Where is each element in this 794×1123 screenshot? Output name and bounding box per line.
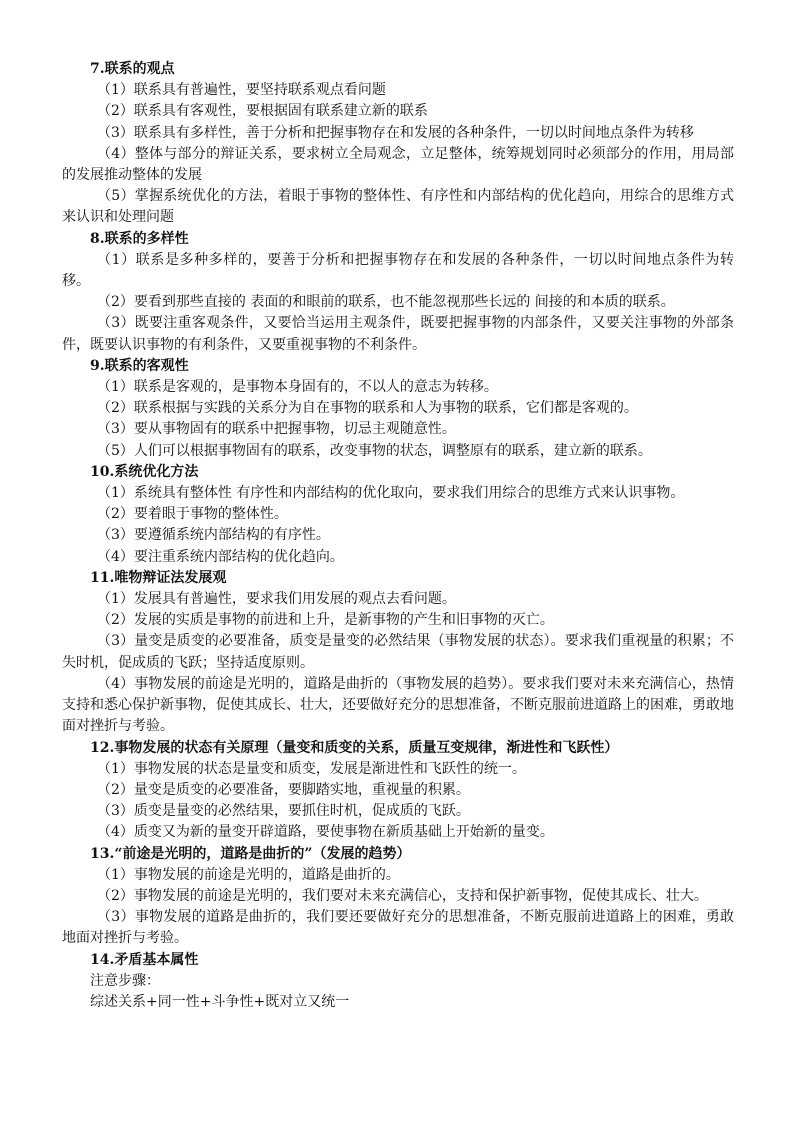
list-item: （4）整体与部分的辩证关系，要求树立全局观念，立足整体，统筹规划同时必须部分的作用，用局部的发展推动整体的发展 (62, 145, 734, 184)
section-10 (62, 462, 734, 568)
list-item: （3）既要注重客观条件，又要恰当运用主观条件，既要把握事物的内部条件，又要关注事物的外部条件，既要认识事物的有利条件，又要重视事物的不利条件。 (62, 315, 734, 353)
list-item: （2）量变是质变的必要准备，要脚踏实地，重视量的积累。 (97, 781, 470, 798)
list-item: （3）要遵循系统内部结构的有序性。 (97, 527, 330, 544)
list-item: （1）系统具有整体性 有序性和内部结构的优化取向，要求我们用综合的思维方式来认识事物。 (97, 485, 685, 502)
section-13 (62, 844, 734, 950)
list-item: （1）发展具有普遍性，要求我们用发展的观点去看问题。 (97, 591, 456, 608)
list-item: （3）事物发展的道路是曲折的，我们要还要做好充分的思想准备，不断克服前进道路上的困难，勇敢地面对挫折与考验。 (62, 909, 734, 947)
list-item: （4）质变又为新的量变开辟道路，要使事物在新质基础上开始新的量变。 (97, 824, 554, 841)
list-item: （3）量变是质变的必要准备，质变是量变的必然结果（事物发展的状态）。要求我们重视量的积累；不失时机，促成质的飞跃；坚持适度原则。 (62, 633, 734, 671)
list-item: （2）事物发展的前途是光明的，我们要对未来充满信心，支持和保护新事物，促使其成长、壮大。 (97, 887, 708, 904)
section-heading: 12.事物发展的状态有关原理（量变和质变的关系，质量互变规律，渐进性和飞跃性） (90, 739, 619, 756)
section-11 (62, 568, 734, 738)
section-14 (62, 950, 734, 1014)
list-item: （4）事物发展的前途是光明的，道路是曲折的（事物发展的趋势）。要求我们要对未来充满信心，热情支持和悉心保护新事物，促使其成长、壮大，还要做好充分的思想准备，不断克服前进道路上的困难，勇敢地面对挫折与考验。 (62, 675, 734, 735)
section-heading: 9.联系的客观性 (90, 357, 189, 374)
list-item: （1）联系是客观的，是事物本身固有的，不以人的意志为转移。 (97, 379, 498, 396)
list-item: （3）要从事物固有的联系中把握事物，切忌主观随意性。 (97, 421, 456, 438)
document-body (62, 59, 734, 1013)
section-heading: 7.联系的观点 (90, 61, 175, 77)
list-item: （3）质变是量变的必然结果，要抓住时机，促成质的飞跃。 (97, 803, 470, 820)
list-item: （3）联系具有多样性，善于分析和把握事物存在和发展的各种条件，一切以时间地点条件为转移 (97, 124, 694, 141)
list-item: （1）事物发展的状态是量变和质变，发展是渐进性和飞跃性的统一。 (97, 760, 526, 777)
list-item: （2）要看到那些直接的 表面的和眼前的联系，也不能忽视那些长远的 间接的和本质的联系。 (97, 294, 675, 311)
section-heading: 10.系统优化方法 (90, 463, 199, 480)
list-item: （2）联系具有客观性，要根据固有联系建立新的联系 (97, 103, 428, 120)
list-item: （5）掌握系统优化的方法，着眼于事物的整体性、有序性和内部结构的优化趋向，用综合的思维方式来认识和处理问题 (62, 188, 734, 226)
section-heading: 13.“前途是光明的，道路是曲折的”（发展的趋势） (90, 845, 411, 862)
list-item: （5）人们可以根据事物固有的联系，改变事物的状态，调整原有的联系，建立新的联系。 (97, 442, 652, 459)
section-7 (62, 59, 734, 229)
section-heading: 11.唯物辩证法发展观 (90, 569, 227, 586)
section-9 (62, 356, 734, 462)
section-heading: 8.联系的多样性 (90, 230, 189, 247)
list-item: （1）事物发展的前途是光明的，道路是曲折的。 (97, 866, 400, 883)
list-item: （2）发展的实质是事物的前进和上升，是新事物的产生和旧事物的灭亡。 (97, 612, 554, 629)
section-12 (62, 738, 734, 844)
section-8 (62, 229, 734, 356)
list-item: （2）联系根据与实践的关系分为自在事物的联系和人为事物的联系，它们都是客观的。 (97, 400, 638, 417)
section-heading: 14.矛盾基本属性 (90, 951, 199, 968)
list-item: （1）联系是多种多样的，要善于分析和把握事物存在和发展的各种条件，一切以时间地点条件为转移。 (62, 251, 734, 290)
note-label: 注意步骤： (90, 972, 160, 989)
list-item: （2）要着眼于事物的整体性。 (97, 506, 288, 523)
list-item: （4）要注重系统内部结构的优化趋向。 (97, 548, 344, 565)
note-formula: 综述关系+同一性+斗争性+既对立又统一 (90, 993, 350, 1010)
list-item: （1）联系具有普遍性，要坚持联系观点看问题 (97, 82, 386, 99)
